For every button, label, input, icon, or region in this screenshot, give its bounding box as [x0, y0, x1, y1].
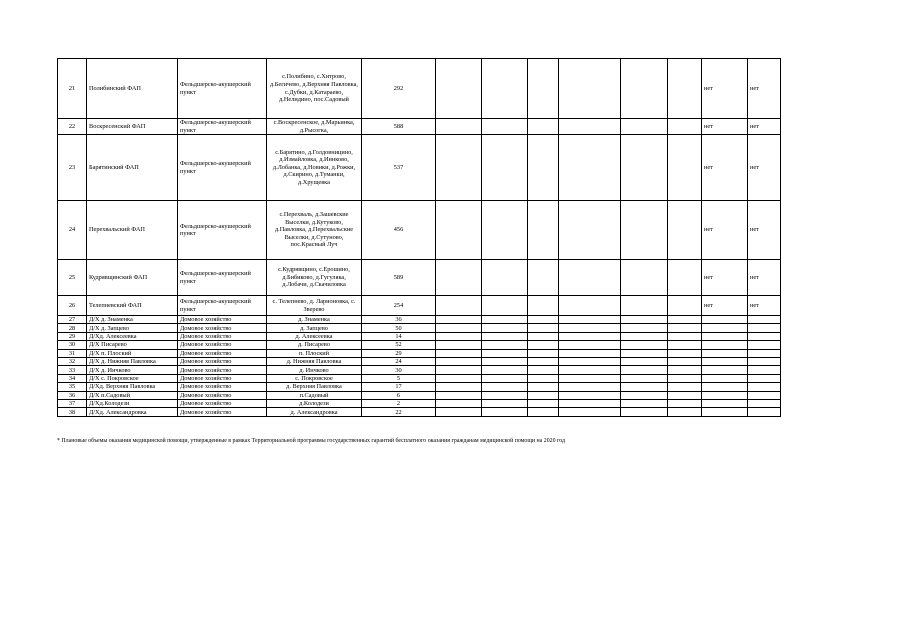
population: 50 [362, 324, 436, 332]
empty-cell [482, 135, 528, 201]
empty-cell [748, 366, 781, 374]
empty-cell [482, 324, 528, 332]
empty-cell [702, 341, 748, 349]
empty-cell [702, 400, 748, 408]
facility-type: Фельдшерско-акушерский пункт [178, 119, 267, 135]
empty-cell [621, 59, 668, 119]
empty-cell [528, 391, 559, 399]
empty-cell [528, 341, 559, 349]
empty-cell [436, 358, 482, 366]
table-row [58, 408, 781, 416]
population: 17 [362, 383, 436, 391]
facility-type: Домовое хозяйство [178, 374, 267, 382]
empty-cell [436, 316, 482, 324]
empty-cell [482, 201, 528, 260]
empty-cell [621, 391, 668, 399]
empty-cell [559, 316, 621, 324]
empty-cell [482, 391, 528, 399]
empty-cell [528, 316, 559, 324]
empty-cell [621, 383, 668, 391]
empty-cell [748, 400, 781, 408]
empty-cell [436, 400, 482, 408]
table-row [58, 324, 781, 332]
facility-type: Фельдшерско-акушерский пункт [178, 59, 267, 119]
empty-cell [748, 358, 781, 366]
facility-type: Домовое хозяйство [178, 349, 267, 357]
table-row [58, 383, 781, 391]
empty-cell [621, 135, 668, 201]
facility-name: Д/Х п.Садовый [87, 391, 178, 399]
facility-type: Домовое хозяйство [178, 341, 267, 349]
served-places: д. Инчково [267, 366, 362, 374]
empty-cell [436, 391, 482, 399]
table-row [58, 296, 781, 316]
served-places: д. Верхняя Павловка [267, 383, 362, 391]
served-places: с. Покровское [267, 374, 362, 382]
served-places: д. Александровка [267, 408, 362, 416]
empty-cell [559, 374, 621, 382]
empty-cell [621, 260, 668, 296]
facility-name: Д/Х д. Знаменка [87, 316, 178, 324]
empty-cell [559, 408, 621, 416]
facility-name: Кудрявщинский ФАП [87, 260, 178, 296]
facility-type: Домовое хозяйство [178, 332, 267, 340]
facility-name: Д/Х д. Нижняя Павловка [87, 358, 178, 366]
facility-type: Домовое хозяйство [178, 408, 267, 416]
served-places: с.Полибино, с.Хитрово, д.Бегичево, д.Верхняя Павловка, с.Дубки, д.Катарaево, д.Нелидино, пос.Садовый [267, 59, 362, 119]
served-places: с. Телепнево, д. Ларионовка, с. Зверево [267, 296, 362, 316]
facility-name: Барятинский ФАП [87, 135, 178, 201]
population: 36 [362, 316, 436, 324]
empty-cell [621, 408, 668, 416]
empty-cell [748, 324, 781, 332]
empty-cell [702, 408, 748, 416]
empty-cell [559, 349, 621, 357]
row-number: 27 [58, 316, 87, 324]
row-number: 26 [58, 296, 87, 316]
empty-cell [436, 260, 482, 296]
empty-cell [559, 391, 621, 399]
empty-cell [668, 324, 702, 332]
table-row [58, 201, 781, 260]
empty-cell [702, 324, 748, 332]
facility-name: Д/Х п. Плоский [87, 349, 178, 357]
population: 537 [362, 135, 436, 201]
served-places: п.Садовый [267, 391, 362, 399]
flag-cell: нет [748, 260, 781, 296]
empty-cell [702, 366, 748, 374]
empty-cell [528, 260, 559, 296]
facility-type: Домовое хозяйство [178, 324, 267, 332]
empty-cell [436, 296, 482, 316]
empty-cell [559, 119, 621, 135]
empty-cell [528, 135, 559, 201]
table-row [58, 358, 781, 366]
flag-cell: нет [702, 119, 748, 135]
empty-cell [748, 316, 781, 324]
empty-cell [621, 366, 668, 374]
empty-cell [668, 391, 702, 399]
population: 22 [362, 408, 436, 416]
empty-cell [748, 374, 781, 382]
empty-cell [482, 341, 528, 349]
table-row [58, 366, 781, 374]
row-number: 37 [58, 400, 87, 408]
table-row [58, 332, 781, 340]
row-number: 24 [58, 201, 87, 260]
empty-cell [436, 349, 482, 357]
empty-cell [668, 349, 702, 357]
facility-name: Полибинский ФАП [87, 59, 178, 119]
flag-cell: нет [702, 135, 748, 201]
facility-type: Домовое хозяйство [178, 316, 267, 324]
empty-cell [528, 383, 559, 391]
empty-cell [482, 332, 528, 340]
empty-cell [668, 59, 702, 119]
empty-cell [559, 260, 621, 296]
flag-cell: нет [748, 119, 781, 135]
served-places: с.Кудрявщино, с.Ерошино, д.Бибиково, д.Гугуляка, д.Лобачи, д.Скачиловка [267, 260, 362, 296]
empty-cell [559, 341, 621, 349]
table-row [58, 400, 781, 408]
empty-cell [482, 400, 528, 408]
empty-cell [702, 349, 748, 357]
empty-cell [482, 408, 528, 416]
facilities-table [57, 58, 781, 417]
population: 5 [362, 374, 436, 382]
empty-cell [436, 408, 482, 416]
row-number: 29 [58, 332, 87, 340]
flag-cell: нет [702, 59, 748, 119]
empty-cell [702, 391, 748, 399]
row-number: 22 [58, 119, 87, 135]
facility-type: Домовое хозяйство [178, 383, 267, 391]
empty-cell [668, 408, 702, 416]
empty-cell [621, 324, 668, 332]
empty-cell [621, 374, 668, 382]
row-number: 32 [58, 358, 87, 366]
empty-cell [748, 341, 781, 349]
served-places: с.Перехваль, д.Зашевские Выселки, д.Кутуково, д.Павловка, д.Перехвальские Выселки, д.Сутуново, пос.Красный Луч [267, 201, 362, 260]
flag-cell: нет [748, 135, 781, 201]
empty-cell [668, 201, 702, 260]
facility-type: Фельдшерско-акушерский пункт [178, 260, 267, 296]
empty-cell [668, 400, 702, 408]
table-row [58, 316, 781, 324]
empty-cell [559, 332, 621, 340]
facility-name: Д/Х Писарево [87, 341, 178, 349]
population: 30 [362, 366, 436, 374]
empty-cell [559, 135, 621, 201]
empty-cell [621, 341, 668, 349]
flag-cell: нет [748, 296, 781, 316]
empty-cell [621, 201, 668, 260]
population: 29 [362, 349, 436, 357]
served-places: с.Воскресенское, д.Марьинка, д.Рысогка, [267, 119, 362, 135]
table-row [58, 349, 781, 357]
empty-cell [436, 332, 482, 340]
facility-type: Домовое хозяйство [178, 400, 267, 408]
empty-cell [559, 366, 621, 374]
empty-cell [482, 349, 528, 357]
empty-cell [559, 296, 621, 316]
table-row [58, 341, 781, 349]
empty-cell [702, 374, 748, 382]
empty-cell [528, 408, 559, 416]
empty-cell [621, 400, 668, 408]
empty-cell [621, 349, 668, 357]
row-number: 25 [58, 260, 87, 296]
empty-cell [528, 324, 559, 332]
population: 24 [362, 358, 436, 366]
empty-cell [668, 383, 702, 391]
empty-cell [748, 391, 781, 399]
population: 52 [362, 341, 436, 349]
facility-name: Д/Х д. Инчково [87, 366, 178, 374]
empty-cell [621, 316, 668, 324]
empty-cell [528, 400, 559, 408]
facility-name: Д/Хд.Колодези [87, 400, 178, 408]
population: 292 [362, 59, 436, 119]
served-places: д. Запцево [267, 324, 362, 332]
empty-cell [436, 324, 482, 332]
facility-type: Домовое хозяйство [178, 366, 267, 374]
empty-cell [668, 119, 702, 135]
empty-cell [528, 332, 559, 340]
empty-cell [436, 366, 482, 374]
served-places: д. Нижняя Павловка [267, 358, 362, 366]
population: 589 [362, 260, 436, 296]
empty-cell [482, 119, 528, 135]
facility-name: Телепневский ФАП [87, 296, 178, 316]
facility-type: Домовое хозяйство [178, 358, 267, 366]
empty-cell [668, 366, 702, 374]
row-number: 35 [58, 383, 87, 391]
table-row [58, 374, 781, 382]
empty-cell [436, 383, 482, 391]
empty-cell [621, 332, 668, 340]
row-number: 23 [58, 135, 87, 201]
empty-cell [528, 296, 559, 316]
table-row [58, 59, 781, 119]
empty-cell [528, 374, 559, 382]
empty-cell [482, 374, 528, 382]
row-number: 30 [58, 341, 87, 349]
row-number: 21 [58, 59, 87, 119]
table-row [58, 391, 781, 399]
flag-cell: нет [748, 201, 781, 260]
empty-cell [668, 260, 702, 296]
empty-cell [748, 349, 781, 357]
empty-cell [668, 135, 702, 201]
population: 456 [362, 201, 436, 260]
flag-cell: нет [702, 296, 748, 316]
facility-name: Перехвальский ФАП [87, 201, 178, 260]
row-number: 34 [58, 374, 87, 382]
empty-cell [702, 383, 748, 391]
footnote: * Плановые объемы оказания медицинской помощи, утвержденные в рамках Территориальной программы государственных гарантий бесплатного оказания гражданам медицинской помощи на 2020 год [57, 438, 566, 444]
population: 2 [362, 400, 436, 408]
empty-cell [621, 358, 668, 366]
empty-cell [668, 316, 702, 324]
served-places: д. Знаменка [267, 316, 362, 324]
empty-cell [528, 59, 559, 119]
empty-cell [668, 341, 702, 349]
empty-cell [436, 341, 482, 349]
population: 588 [362, 119, 436, 135]
facility-type: Фельдшерско-акушерский пункт [178, 201, 267, 260]
facility-name: Д/Хд. Верхняя Павловка [87, 383, 178, 391]
empty-cell [436, 135, 482, 201]
facility-type: Фельдшерско-акушерский пункт [178, 135, 267, 201]
table-row [58, 260, 781, 296]
population: 254 [362, 296, 436, 316]
empty-cell [436, 201, 482, 260]
table-row [58, 135, 781, 201]
empty-cell [559, 383, 621, 391]
empty-cell [559, 400, 621, 408]
empty-cell [702, 332, 748, 340]
empty-cell [482, 358, 528, 366]
facility-name: Д/Хд. Алексеевка [87, 332, 178, 340]
facility-type: Домовое хозяйство [178, 391, 267, 399]
empty-cell [436, 59, 482, 119]
row-number: 31 [58, 349, 87, 357]
empty-cell [559, 201, 621, 260]
empty-cell [528, 349, 559, 357]
empty-cell [528, 358, 559, 366]
row-number: 36 [58, 391, 87, 399]
served-places: с.Барятино, д.Голдовницино, д.Измайловка, д.Иннково, д.Лобанка, д.Новики, д.Рожки, д.Скирино, д.Туманки, д.Хрущевка [267, 135, 362, 201]
flag-cell: нет [702, 201, 748, 260]
served-places: д.Колодези [267, 400, 362, 408]
facility-name: Д/Х д. Запцево [87, 324, 178, 332]
empty-cell [482, 296, 528, 316]
facility-type: Фельдшерско-акушерский пункт [178, 296, 267, 316]
empty-cell [559, 324, 621, 332]
empty-cell [748, 408, 781, 416]
empty-cell [668, 296, 702, 316]
empty-cell [559, 59, 621, 119]
empty-cell [748, 332, 781, 340]
empty-cell [528, 366, 559, 374]
population: 14 [362, 332, 436, 340]
row-number: 38 [58, 408, 87, 416]
population: 6 [362, 391, 436, 399]
empty-cell [482, 383, 528, 391]
row-number: 28 [58, 324, 87, 332]
empty-cell [621, 296, 668, 316]
empty-cell [668, 374, 702, 382]
empty-cell [668, 332, 702, 340]
table-row [58, 119, 781, 135]
empty-cell [482, 316, 528, 324]
served-places: д. Писарево [267, 341, 362, 349]
row-number: 33 [58, 366, 87, 374]
empty-cell [702, 358, 748, 366]
flag-cell: нет [702, 260, 748, 296]
empty-cell [482, 59, 528, 119]
served-places: д. Алексеевка [267, 332, 362, 340]
empty-cell [528, 201, 559, 260]
empty-cell [482, 366, 528, 374]
empty-cell [621, 119, 668, 135]
empty-cell [702, 316, 748, 324]
facility-name: Воскресенский ФАП [87, 119, 178, 135]
empty-cell [748, 383, 781, 391]
empty-cell [436, 374, 482, 382]
served-places: п. Плоский [267, 349, 362, 357]
empty-cell [668, 358, 702, 366]
empty-cell [528, 119, 559, 135]
empty-cell [559, 358, 621, 366]
facility-name: Д/Х с. Покровское [87, 374, 178, 382]
facility-name: Д/Хд. Александровка [87, 408, 178, 416]
empty-cell [436, 119, 482, 135]
flag-cell: нет [748, 59, 781, 119]
empty-cell [482, 260, 528, 296]
